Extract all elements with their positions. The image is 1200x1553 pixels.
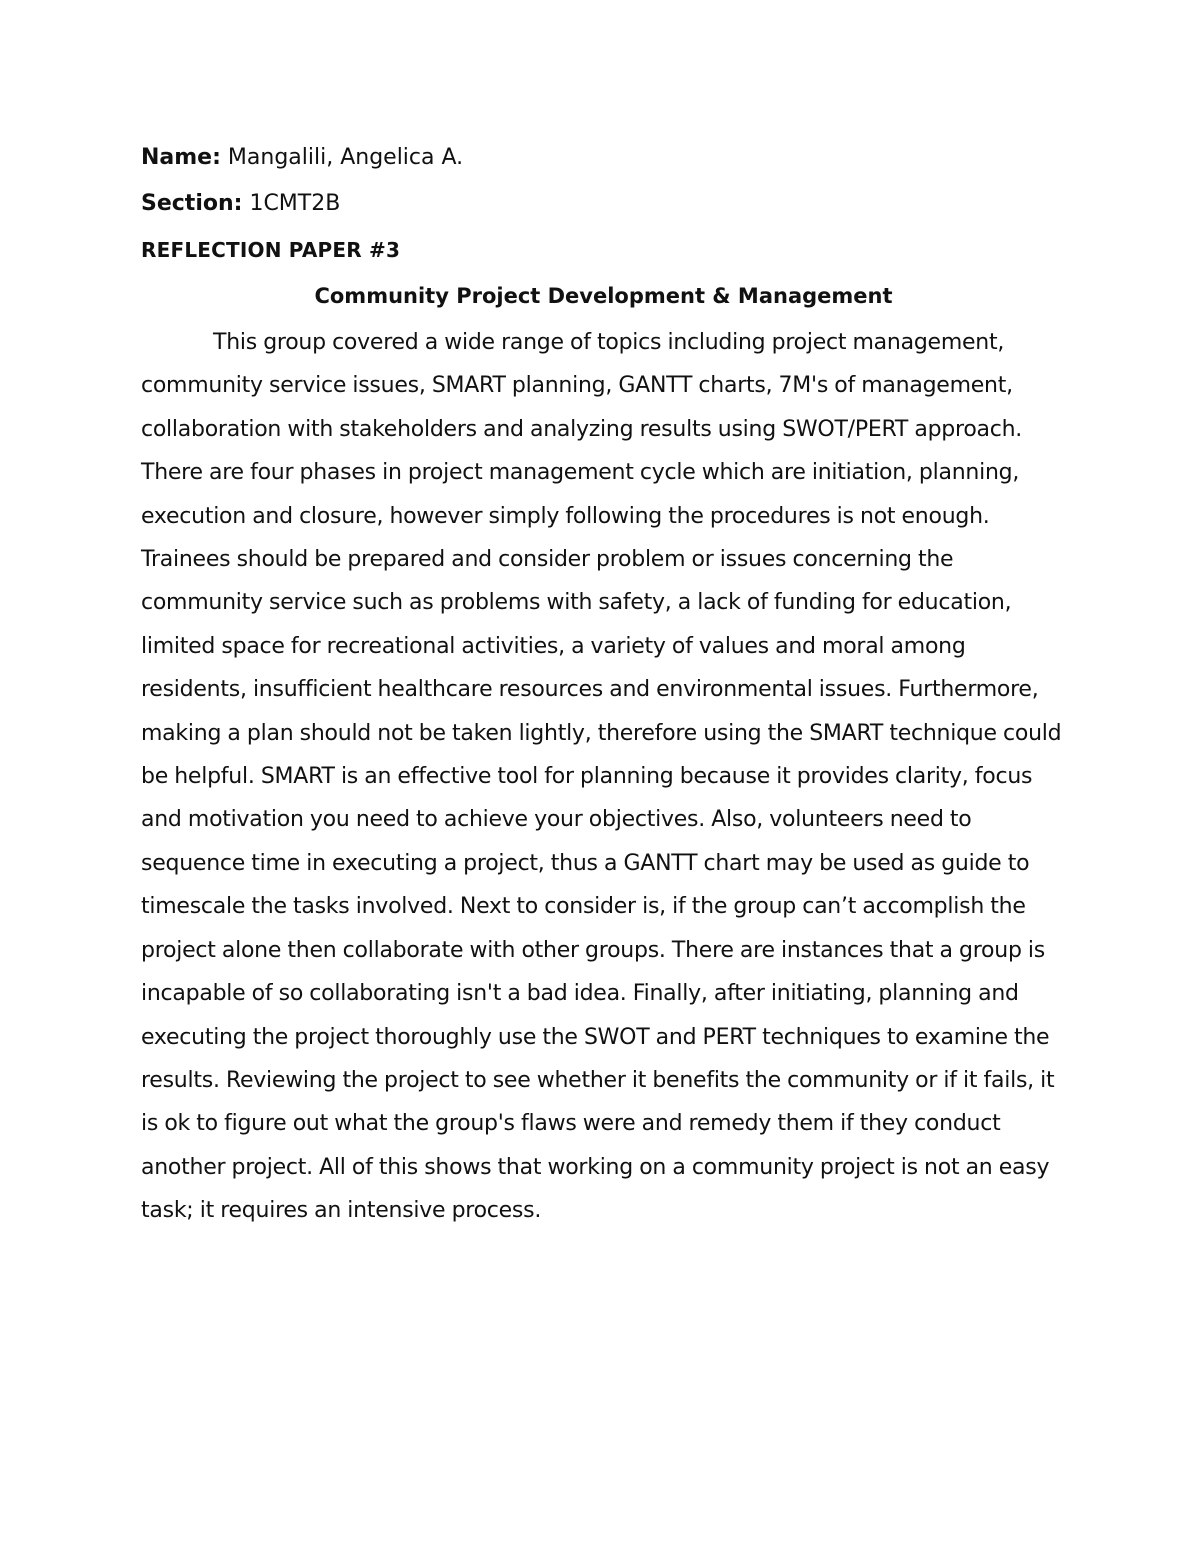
body-paragraph: This group covered a wide range of topics including project management, community service issues, SMART planning, GANTT charts, 7M's of management, collaboration with stakeholders and analyzing results using SWOT/PERT approach. There are four phases in project management cycle which are initiation, planning, execution and closure, however simply following the procedures is not enough. Trainees should be prepared and consider problem or issues concerning the community service such as problems with safety, a lack of funding for education, limited space for recreational activities, a variety of values and moral among residents, insufficient healthcare resources and environmental issues. Furthermore, making a plan should not be taken lightly, therefore using the SMART technique could be helpful. SMART is an effective tool for planning because it provides clarity, focus and motivation you need to achieve your objectives. Also, volunteers need to sequence time in executing a project, thus a GANTT chart may be used as guide to timescale the tasks involved. Next to consider is, if the group can’t accomplish the project alone then collaborate with other groups. There are instances that a group is incapable of so collaborating isn't a bad idea. Finally, after initiating, planning and executing the project thoroughly use the SWOT and PERT techniques to examine the results. Reviewing the project to see whether it benefits the community or if it fails, it is ok to figure out what the group's flaws were and remedy them if they conduct another project. All of this shows that working on a community project is not an easy task; it requires an intensive process. — [141, 330, 1062, 1224]
section-line — [141, 184, 1066, 224]
name-value: Mangalili, Angelica A. — [227, 145, 464, 170]
section-label: Section: — [141, 191, 243, 216]
name-line — [141, 138, 1066, 178]
name-label: Name: — [141, 145, 221, 170]
section-value: 1CMT2B — [249, 191, 341, 216]
paper-title: Community Project Development & Management — [314, 284, 893, 308]
paper-heading: REFLECTION PAPER #3 — [141, 238, 401, 262]
document-content — [141, 138, 1066, 1233]
